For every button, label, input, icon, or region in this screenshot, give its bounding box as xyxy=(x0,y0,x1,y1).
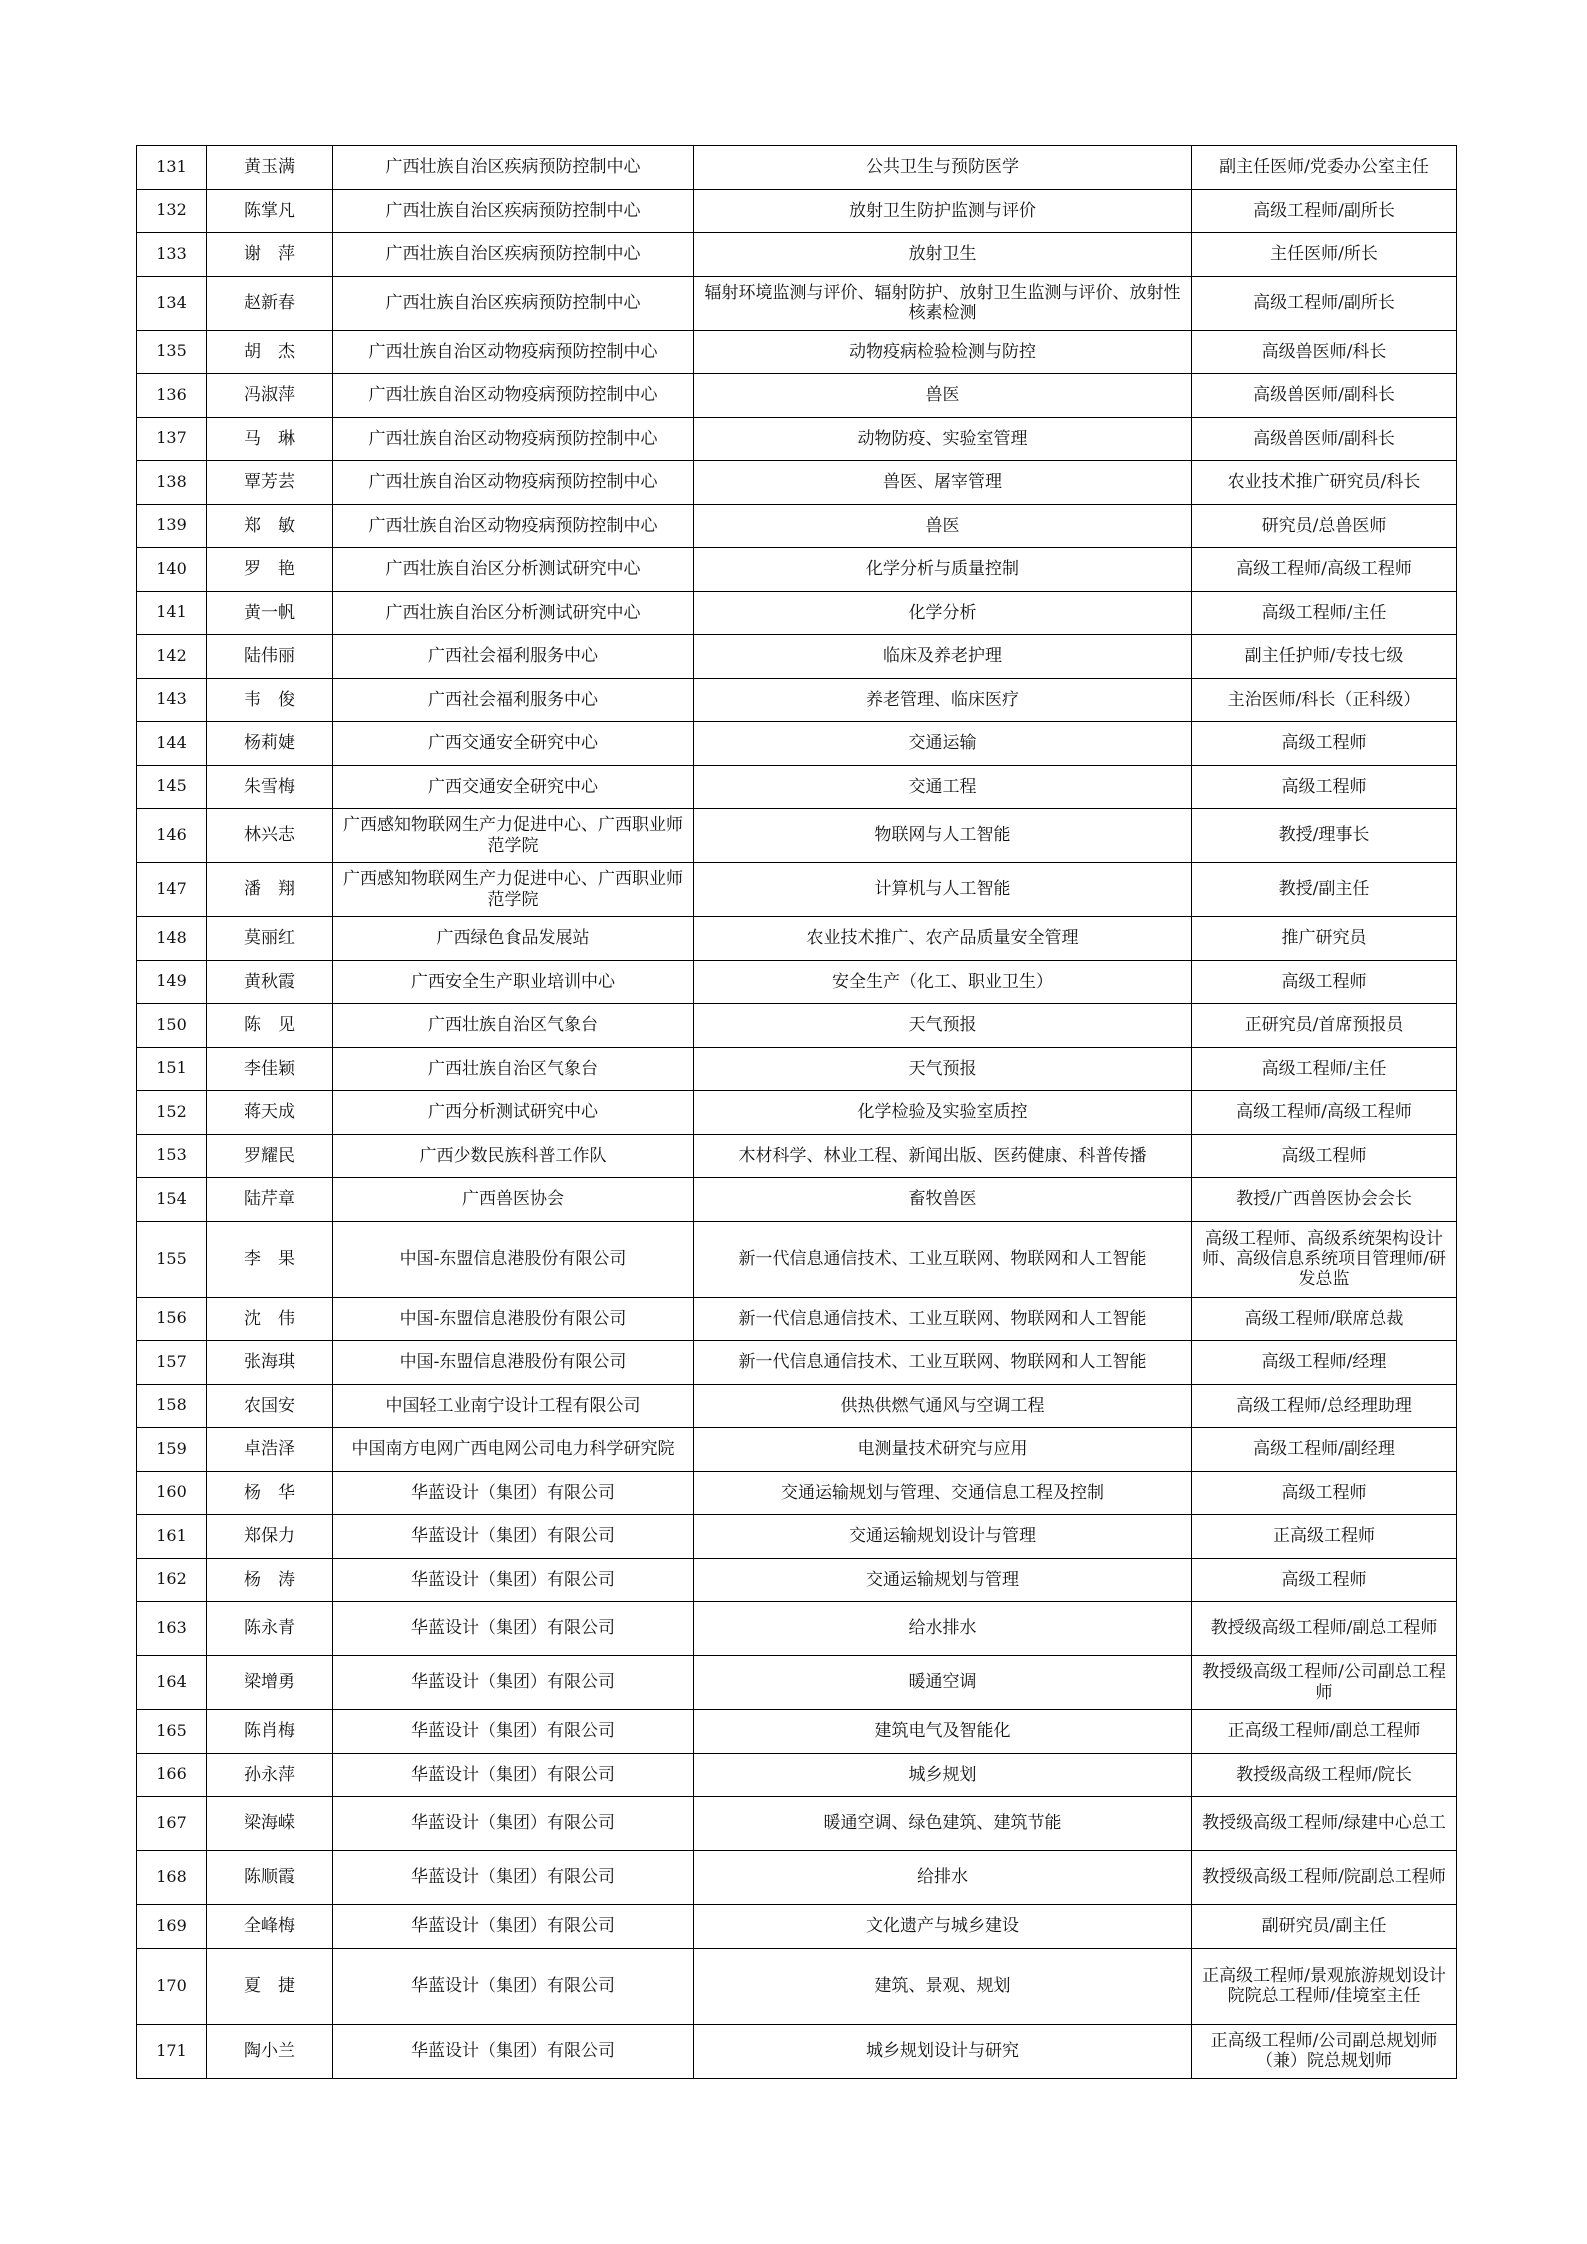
title-cell: 正高级工程师/公司副总规划师（兼）院总规划师 xyxy=(1192,2024,1457,2078)
num-cell: 132 xyxy=(137,189,207,233)
num-cell: 133 xyxy=(137,233,207,277)
field-cell: 电测量技术研究与应用 xyxy=(694,1428,1192,1472)
table-row xyxy=(137,1428,1457,1472)
table-row xyxy=(137,960,1457,1004)
title-cell: 高级工程师/副所长 xyxy=(1192,189,1457,233)
name-cell: 陈掌凡 xyxy=(207,189,333,233)
num-cell: 143 xyxy=(137,678,207,722)
title-cell: 高级工程师/副经理 xyxy=(1192,1428,1457,1472)
field-cell: 化学检验及实验室质控 xyxy=(694,1091,1192,1135)
org-cell: 广西壮族自治区疾病预防控制中心 xyxy=(333,276,694,330)
org-cell: 华蓝设计（集团）有限公司 xyxy=(333,1905,694,1949)
table-row xyxy=(137,461,1457,505)
name-cell: 谢 萍 xyxy=(207,233,333,277)
roster-body xyxy=(137,146,1457,2079)
name-cell: 林兴志 xyxy=(207,809,333,863)
table-row xyxy=(137,1905,1457,1949)
name-cell: 罗 艳 xyxy=(207,548,333,592)
num-cell: 170 xyxy=(137,1948,207,2024)
table-row xyxy=(137,1851,1457,1905)
num-cell: 169 xyxy=(137,1905,207,1949)
num-cell: 151 xyxy=(137,1047,207,1091)
num-cell: 153 xyxy=(137,1134,207,1178)
table-row xyxy=(137,504,1457,548)
field-cell: 暖通空调、绿色建筑、建筑节能 xyxy=(694,1797,1192,1851)
table-row xyxy=(137,1384,1457,1428)
name-cell: 赵新春 xyxy=(207,276,333,330)
table-row xyxy=(137,233,1457,277)
org-cell: 广西社会福利服务中心 xyxy=(333,635,694,679)
name-cell: 杨 华 xyxy=(207,1471,333,1515)
title-cell: 高级工程师 xyxy=(1192,765,1457,809)
name-cell: 夏 捷 xyxy=(207,1948,333,2024)
name-cell: 覃芳芸 xyxy=(207,461,333,505)
table-row xyxy=(137,417,1457,461)
title-cell: 高级工程师 xyxy=(1192,1471,1457,1515)
field-cell: 农业技术推广、农产品质量安全管理 xyxy=(694,917,1192,961)
num-cell: 162 xyxy=(137,1558,207,1602)
num-cell: 135 xyxy=(137,330,207,374)
num-cell: 155 xyxy=(137,1221,207,1297)
num-cell: 141 xyxy=(137,591,207,635)
field-cell: 天气预报 xyxy=(694,1004,1192,1048)
field-cell: 放射卫生 xyxy=(694,233,1192,277)
name-cell: 李 果 xyxy=(207,1221,333,1297)
table-row xyxy=(137,1297,1457,1341)
org-cell: 广西壮族自治区动物疫病预防控制中心 xyxy=(333,461,694,505)
org-cell: 华蓝设计（集团）有限公司 xyxy=(333,1656,694,1710)
name-cell: 农国安 xyxy=(207,1384,333,1428)
org-cell: 中国-东盟信息港股份有限公司 xyxy=(333,1297,694,1341)
table-row xyxy=(137,1753,1457,1797)
name-cell: 朱雪梅 xyxy=(207,765,333,809)
field-cell: 兽医、屠宰管理 xyxy=(694,461,1192,505)
field-cell: 城乡规划 xyxy=(694,1753,1192,1797)
org-cell: 华蓝设计（集团）有限公司 xyxy=(333,1797,694,1851)
table-row xyxy=(137,1221,1457,1297)
title-cell: 副主任医师/党委办公室主任 xyxy=(1192,146,1457,190)
title-cell: 高级工程师 xyxy=(1192,960,1457,1004)
table-row xyxy=(137,189,1457,233)
table-row xyxy=(137,591,1457,635)
name-cell: 马 琳 xyxy=(207,417,333,461)
title-cell: 高级工程师/主任 xyxy=(1192,1047,1457,1091)
num-cell: 167 xyxy=(137,1797,207,1851)
table-row xyxy=(137,330,1457,374)
name-cell: 黄一帆 xyxy=(207,591,333,635)
org-cell: 广西壮族自治区分析测试研究中心 xyxy=(333,591,694,635)
num-cell: 131 xyxy=(137,146,207,190)
title-cell: 高级工程师/经理 xyxy=(1192,1341,1457,1385)
table-row xyxy=(137,1471,1457,1515)
title-cell: 正高级工程师 xyxy=(1192,1515,1457,1559)
field-cell: 养老管理、临床医疗 xyxy=(694,678,1192,722)
title-cell: 农业技术推广研究员/科长 xyxy=(1192,461,1457,505)
table-row xyxy=(137,1134,1457,1178)
org-cell: 广西壮族自治区疾病预防控制中心 xyxy=(333,146,694,190)
num-cell: 161 xyxy=(137,1515,207,1559)
title-cell: 高级工程师 xyxy=(1192,722,1457,766)
name-cell: 杨 涛 xyxy=(207,1558,333,1602)
name-cell: 卓浩泽 xyxy=(207,1428,333,1472)
field-cell: 建筑、景观、规划 xyxy=(694,1948,1192,2024)
field-cell: 暖通空调 xyxy=(694,1656,1192,1710)
org-cell: 广西交通安全研究中心 xyxy=(333,765,694,809)
name-cell: 陆芹章 xyxy=(207,1178,333,1222)
num-cell: 165 xyxy=(137,1710,207,1754)
org-cell: 广西安全生产职业培训中心 xyxy=(333,960,694,1004)
title-cell: 主治医师/科长（正科级） xyxy=(1192,678,1457,722)
title-cell: 教授级高级工程师/绿建中心总工 xyxy=(1192,1797,1457,1851)
org-cell: 广西绿色食品发展站 xyxy=(333,917,694,961)
name-cell: 全峰梅 xyxy=(207,1905,333,1949)
org-cell: 广西兽医协会 xyxy=(333,1178,694,1222)
num-cell: 150 xyxy=(137,1004,207,1048)
title-cell: 教授/理事长 xyxy=(1192,809,1457,863)
org-cell: 广西壮族自治区疾病预防控制中心 xyxy=(333,189,694,233)
num-cell: 152 xyxy=(137,1091,207,1135)
title-cell: 高级工程师/副所长 xyxy=(1192,276,1457,330)
num-cell: 168 xyxy=(137,1851,207,1905)
name-cell: 孙永萍 xyxy=(207,1753,333,1797)
org-cell: 广西少数民族科普工作队 xyxy=(333,1134,694,1178)
table-row xyxy=(137,1948,1457,2024)
num-cell: 137 xyxy=(137,417,207,461)
org-cell: 中国轻工业南宁设计工程有限公司 xyxy=(333,1384,694,1428)
table-row xyxy=(137,1515,1457,1559)
field-cell: 新一代信息通信技术、工业互联网、物联网和人工智能 xyxy=(694,1341,1192,1385)
org-cell: 华蓝设计（集团）有限公司 xyxy=(333,1753,694,1797)
title-cell: 高级工程师 xyxy=(1192,1134,1457,1178)
table-row xyxy=(137,635,1457,679)
table-row xyxy=(137,1091,1457,1135)
table-row xyxy=(137,678,1457,722)
table-row xyxy=(137,863,1457,917)
org-cell: 广西壮族自治区动物疫病预防控制中心 xyxy=(333,504,694,548)
title-cell: 高级工程师/联席总裁 xyxy=(1192,1297,1457,1341)
name-cell: 黄玉满 xyxy=(207,146,333,190)
field-cell: 动物疫病检验检测与防控 xyxy=(694,330,1192,374)
org-cell: 广西感知物联网生产力促进中心、广西职业师范学院 xyxy=(333,809,694,863)
num-cell: 139 xyxy=(137,504,207,548)
org-cell: 华蓝设计（集团）有限公司 xyxy=(333,1602,694,1656)
title-cell: 高级兽医师/副科长 xyxy=(1192,374,1457,418)
title-cell: 高级工程师 xyxy=(1192,1558,1457,1602)
org-cell: 广西壮族自治区分析测试研究中心 xyxy=(333,548,694,592)
table-row xyxy=(137,809,1457,863)
field-cell: 放射卫生防护监测与评价 xyxy=(694,189,1192,233)
field-cell: 兽医 xyxy=(694,504,1192,548)
title-cell: 教授/广西兽医协会会长 xyxy=(1192,1178,1457,1222)
title-cell: 高级兽医师/科长 xyxy=(1192,330,1457,374)
title-cell: 教授级高级工程师/院长 xyxy=(1192,1753,1457,1797)
org-cell: 广西壮族自治区动物疫病预防控制中心 xyxy=(333,374,694,418)
title-cell: 正研究员/首席预报员 xyxy=(1192,1004,1457,1048)
num-cell: 157 xyxy=(137,1341,207,1385)
expert-roster-table xyxy=(136,145,1457,2079)
num-cell: 164 xyxy=(137,1656,207,1710)
name-cell: 沈 伟 xyxy=(207,1297,333,1341)
name-cell: 陆伟丽 xyxy=(207,635,333,679)
field-cell: 交通工程 xyxy=(694,765,1192,809)
name-cell: 陈永青 xyxy=(207,1602,333,1656)
field-cell: 交通运输规划设计与管理 xyxy=(694,1515,1192,1559)
org-cell: 广西交通安全研究中心 xyxy=(333,722,694,766)
num-cell: 144 xyxy=(137,722,207,766)
name-cell: 梁海嵘 xyxy=(207,1797,333,1851)
table-row xyxy=(137,374,1457,418)
title-cell: 高级工程师、高级系统架构设计师、高级信息系统项目管理师/研发总监 xyxy=(1192,1221,1457,1297)
num-cell: 159 xyxy=(137,1428,207,1472)
field-cell: 新一代信息通信技术、工业互联网、物联网和人工智能 xyxy=(694,1221,1192,1297)
org-cell: 广西壮族自治区气象台 xyxy=(333,1004,694,1048)
name-cell: 杨莉婕 xyxy=(207,722,333,766)
num-cell: 145 xyxy=(137,765,207,809)
title-cell: 教授级高级工程师/公司副总工程师 xyxy=(1192,1656,1457,1710)
name-cell: 张海琪 xyxy=(207,1341,333,1385)
field-cell: 建筑电气及智能化 xyxy=(694,1710,1192,1754)
table-row xyxy=(137,276,1457,330)
name-cell: 陈顺霞 xyxy=(207,1851,333,1905)
table-row xyxy=(137,1047,1457,1091)
org-cell: 华蓝设计（集团）有限公司 xyxy=(333,1851,694,1905)
field-cell: 城乡规划设计与研究 xyxy=(694,2024,1192,2078)
title-cell: 高级工程师/总经理助理 xyxy=(1192,1384,1457,1428)
title-cell: 副研究员/副主任 xyxy=(1192,1905,1457,1949)
table-row xyxy=(137,1004,1457,1048)
table-row xyxy=(137,1797,1457,1851)
field-cell: 供热供燃气通风与空调工程 xyxy=(694,1384,1192,1428)
name-cell: 郑 敏 xyxy=(207,504,333,548)
num-cell: 140 xyxy=(137,548,207,592)
org-cell: 华蓝设计（集团）有限公司 xyxy=(333,1471,694,1515)
name-cell: 黄秋霞 xyxy=(207,960,333,1004)
table-row xyxy=(137,1602,1457,1656)
org-cell: 广西分析测试研究中心 xyxy=(333,1091,694,1135)
org-cell: 广西感知物联网生产力促进中心、广西职业师范学院 xyxy=(333,863,694,917)
title-cell: 副主任护师/专技七级 xyxy=(1192,635,1457,679)
title-cell: 正高级工程师/景观旅游规划设计院院总工程师/佳境室主任 xyxy=(1192,1948,1457,2024)
name-cell: 潘 翔 xyxy=(207,863,333,917)
table-row xyxy=(137,722,1457,766)
title-cell: 研究员/总兽医师 xyxy=(1192,504,1457,548)
field-cell: 化学分析 xyxy=(694,591,1192,635)
table-row xyxy=(137,1710,1457,1754)
field-cell: 新一代信息通信技术、工业互联网、物联网和人工智能 xyxy=(694,1297,1192,1341)
name-cell: 蒋天成 xyxy=(207,1091,333,1135)
field-cell: 动物防疫、实验室管理 xyxy=(694,417,1192,461)
name-cell: 胡 杰 xyxy=(207,330,333,374)
title-cell: 教授/副主任 xyxy=(1192,863,1457,917)
name-cell: 陶小兰 xyxy=(207,2024,333,2078)
org-cell: 广西壮族自治区动物疫病预防控制中心 xyxy=(333,330,694,374)
name-cell: 冯淑萍 xyxy=(207,374,333,418)
title-cell: 高级工程师/主任 xyxy=(1192,591,1457,635)
num-cell: 142 xyxy=(137,635,207,679)
num-cell: 138 xyxy=(137,461,207,505)
field-cell: 交通运输 xyxy=(694,722,1192,766)
name-cell: 莫丽红 xyxy=(207,917,333,961)
name-cell: 梁增勇 xyxy=(207,1656,333,1710)
num-cell: 156 xyxy=(137,1297,207,1341)
num-cell: 154 xyxy=(137,1178,207,1222)
field-cell: 辐射环境监测与评价、辐射防护、放射卫生监测与评价、放射性核素检测 xyxy=(694,276,1192,330)
title-cell: 高级工程师/高级工程师 xyxy=(1192,1091,1457,1135)
table-row xyxy=(137,2024,1457,2078)
field-cell: 计算机与人工智能 xyxy=(694,863,1192,917)
field-cell: 临床及养老护理 xyxy=(694,635,1192,679)
field-cell: 给排水 xyxy=(694,1851,1192,1905)
name-cell: 陈 见 xyxy=(207,1004,333,1048)
name-cell: 韦 俊 xyxy=(207,678,333,722)
field-cell: 兽医 xyxy=(694,374,1192,418)
num-cell: 166 xyxy=(137,1753,207,1797)
title-cell: 教授级高级工程师/副总工程师 xyxy=(1192,1602,1457,1656)
field-cell: 物联网与人工智能 xyxy=(694,809,1192,863)
field-cell: 文化遗产与城乡建设 xyxy=(694,1905,1192,1949)
field-cell: 木材科学、林业工程、新闻出版、医药健康、科普传播 xyxy=(694,1134,1192,1178)
org-cell: 中国-东盟信息港股份有限公司 xyxy=(333,1341,694,1385)
title-cell: 高级兽医师/副科长 xyxy=(1192,417,1457,461)
num-cell: 163 xyxy=(137,1602,207,1656)
table-row xyxy=(137,548,1457,592)
org-cell: 广西壮族自治区动物疫病预防控制中心 xyxy=(333,417,694,461)
field-cell: 交通运输规划与管理 xyxy=(694,1558,1192,1602)
field-cell: 化学分析与质量控制 xyxy=(694,548,1192,592)
org-cell: 华蓝设计（集团）有限公司 xyxy=(333,2024,694,2078)
name-cell: 李佳颖 xyxy=(207,1047,333,1091)
table-row xyxy=(137,146,1457,190)
table-row xyxy=(137,1178,1457,1222)
title-cell: 推广研究员 xyxy=(1192,917,1457,961)
title-cell: 教授级高级工程师/院副总工程师 xyxy=(1192,1851,1457,1905)
field-cell: 给水排水 xyxy=(694,1602,1192,1656)
org-cell: 中国南方电网广西电网公司电力科学研究院 xyxy=(333,1428,694,1472)
title-cell: 高级工程师/高级工程师 xyxy=(1192,548,1457,592)
field-cell: 天气预报 xyxy=(694,1047,1192,1091)
name-cell: 郑保力 xyxy=(207,1515,333,1559)
field-cell: 安全生产（化工、职业卫生） xyxy=(694,960,1192,1004)
num-cell: 160 xyxy=(137,1471,207,1515)
num-cell: 147 xyxy=(137,863,207,917)
org-cell: 广西社会福利服务中心 xyxy=(333,678,694,722)
num-cell: 149 xyxy=(137,960,207,1004)
title-cell: 主任医师/所长 xyxy=(1192,233,1457,277)
field-cell: 交通运输规划与管理、交通信息工程及控制 xyxy=(694,1471,1192,1515)
org-cell: 华蓝设计（集团）有限公司 xyxy=(333,1710,694,1754)
org-cell: 中国-东盟信息港股份有限公司 xyxy=(333,1221,694,1297)
org-cell: 广西壮族自治区气象台 xyxy=(333,1047,694,1091)
num-cell: 158 xyxy=(137,1384,207,1428)
title-cell: 正高级工程师/副总工程师 xyxy=(1192,1710,1457,1754)
name-cell: 陈肖梅 xyxy=(207,1710,333,1754)
org-cell: 华蓝设计（集团）有限公司 xyxy=(333,1558,694,1602)
table-row xyxy=(137,1558,1457,1602)
table-row xyxy=(137,1656,1457,1710)
table-row xyxy=(137,917,1457,961)
table-row xyxy=(137,765,1457,809)
org-cell: 华蓝设计（集团）有限公司 xyxy=(333,1948,694,2024)
num-cell: 134 xyxy=(137,276,207,330)
name-cell: 罗耀民 xyxy=(207,1134,333,1178)
field-cell: 公共卫生与预防医学 xyxy=(694,146,1192,190)
num-cell: 148 xyxy=(137,917,207,961)
num-cell: 146 xyxy=(137,809,207,863)
num-cell: 136 xyxy=(137,374,207,418)
table-row xyxy=(137,1341,1457,1385)
org-cell: 广西壮族自治区疾病预防控制中心 xyxy=(333,233,694,277)
field-cell: 畜牧兽医 xyxy=(694,1178,1192,1222)
org-cell: 华蓝设计（集团）有限公司 xyxy=(333,1515,694,1559)
num-cell: 171 xyxy=(137,2024,207,2078)
